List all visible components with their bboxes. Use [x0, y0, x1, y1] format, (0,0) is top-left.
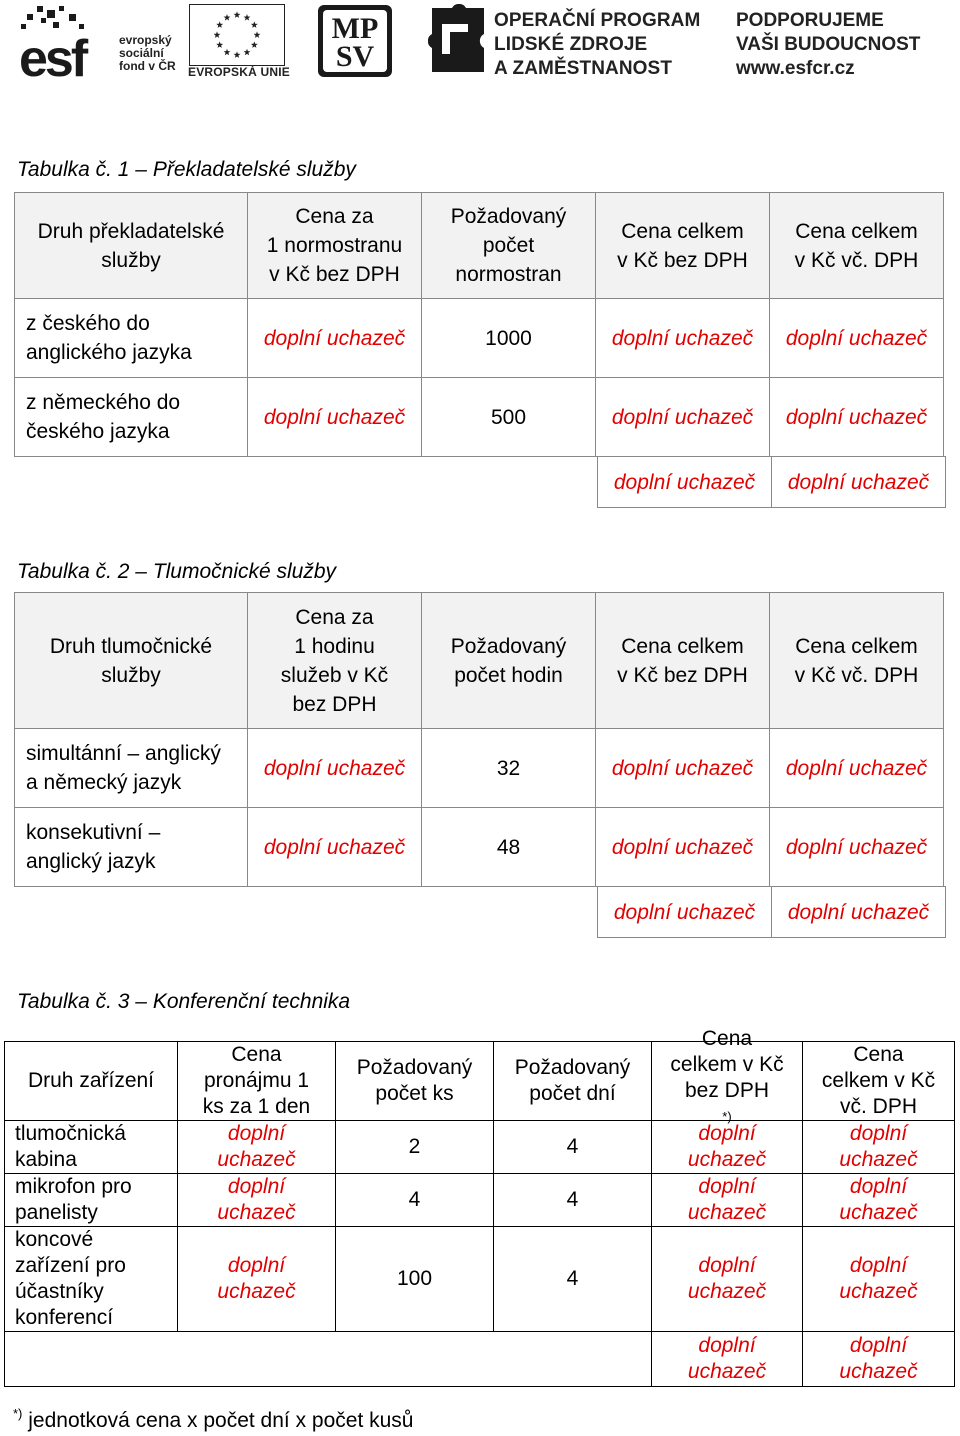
- svg-text:MP: MP: [331, 12, 379, 45]
- price-cell[interactable]: doplní uchazeč: [177, 1226, 336, 1332]
- price-cell[interactable]: doplní uchazeč: [247, 728, 422, 808]
- table1-header-cell: Cena celkem v Kč vč. DPH: [769, 192, 944, 299]
- total-vat-cell[interactable]: doplní uchazeč: [802, 1226, 955, 1332]
- total-cell[interactable]: doplní uchazeč: [595, 377, 770, 457]
- table2-header-cell: Cena celkem v Kč vč. DPH: [769, 592, 944, 729]
- esf-text: evropský sociální fond v ČR: [119, 33, 176, 73]
- footnote-marker: *): [722, 1108, 732, 1124]
- support-text: PODPORUJEME VAŠI BUDOUCNOST www.esfcr.cz: [736, 10, 921, 79]
- sum-total-vat-cell[interactable]: doplní uchazeč: [802, 1331, 955, 1387]
- table-row: [14, 298, 945, 377]
- op-puzzle-icon: [428, 4, 488, 76]
- svg-text:SV: SV: [335, 40, 375, 73]
- table2: [14, 592, 945, 937]
- table3-header-row: [4, 1026, 954, 1124]
- total-vat-cell[interactable]: doplní uchazeč: [769, 728, 944, 808]
- total-cell[interactable]: doplní uchazeč: [651, 1226, 803, 1332]
- table3-header-cell: Cena celkem v Kč bez DPH *): [651, 1041, 803, 1121]
- total-vat-cell[interactable]: doplní uchazeč: [769, 298, 944, 378]
- footnote-marker: *): [13, 1406, 23, 1421]
- table3-header-cell: Druh zařízení: [4, 1041, 178, 1121]
- quantity-cell: 500: [421, 377, 596, 457]
- sum-total-cell[interactable]: doplní uchazeč: [597, 456, 772, 508]
- quantity-cell: 1000: [421, 298, 596, 378]
- footnote-text: jednotková cena x počet dní x počet kusů: [28, 1409, 414, 1432]
- table3-header-cell: Cena celkem v Kč vč. DPH: [802, 1041, 955, 1121]
- total-vat-cell[interactable]: doplní uchazeč: [769, 377, 944, 457]
- price-cell[interactable]: doplní uchazeč: [247, 298, 422, 378]
- quantity-cell: 48: [421, 807, 596, 887]
- table2-header-cell: Cena celkem v Kč bez DPH: [595, 592, 770, 729]
- total-cell[interactable]: doplní uchazeč: [651, 1173, 803, 1227]
- sum-total-vat-cell[interactable]: doplní uchazeč: [771, 456, 946, 508]
- row-label: simultánní – anglický a německý jazyk: [14, 728, 248, 808]
- table-row: [14, 377, 945, 456]
- mpsv-logo-icon: [317, 4, 393, 78]
- table2-caption: Tabulka č. 2 – Tlumočnické služby: [17, 560, 337, 583]
- table3-header-cell: Požadovaný počet dní: [493, 1041, 652, 1121]
- table-row: [14, 807, 945, 886]
- table-row: [4, 1226, 954, 1331]
- esf-logo-icon: [17, 4, 117, 80]
- table1-header-row: [14, 192, 945, 298]
- empty-cell: [4, 1331, 652, 1387]
- table1-header-cell: Druh překladatelské služby: [14, 192, 248, 299]
- days-cell: 4: [493, 1173, 652, 1227]
- table2-header-cell: Druh tlumočnické služby: [14, 592, 248, 729]
- price-cell[interactable]: doplní uchazeč: [177, 1173, 336, 1227]
- row-label: z německého do českého jazyka: [14, 377, 248, 457]
- table1-sum-row: [14, 456, 945, 507]
- table2-header-cell: Cena za 1 hodinu služeb v Kč bez DPH: [247, 592, 422, 729]
- op-text: OPERAČNÍ PROGRAM LIDSKÉ ZDROJE A ZAMĚSTNANOST: [494, 10, 701, 79]
- table-row: [14, 728, 945, 807]
- empty-cell: [14, 456, 598, 508]
- sum-total-cell[interactable]: doplní uchazeč: [597, 886, 772, 938]
- row-label: z českého do anglického jazyka: [14, 298, 248, 378]
- table1-header-cell: Cena celkem v Kč bez DPH: [595, 192, 770, 299]
- quantity-cell: 100: [335, 1226, 494, 1332]
- price-cell[interactable]: doplní uchazeč: [247, 377, 422, 457]
- days-cell: 4: [493, 1120, 652, 1174]
- quantity-cell: 4: [335, 1173, 494, 1227]
- eu-flag-icon: [189, 4, 285, 66]
- price-cell[interactable]: doplní uchazeč: [247, 807, 422, 887]
- table3-caption: Tabulka č. 3 – Konferenční technika: [17, 990, 351, 1013]
- table-row: [4, 1120, 954, 1173]
- table3-header-cell: Požadovaný počet ks: [335, 1041, 494, 1121]
- days-cell: 4: [493, 1226, 652, 1332]
- quantity-cell: 2: [335, 1120, 494, 1174]
- quantity-cell: 32: [421, 728, 596, 808]
- table2-header-cell: Požadovaný počet hodin: [421, 592, 596, 729]
- table3: [4, 1026, 954, 1386]
- empty-cell: [14, 886, 598, 938]
- row-label: tlumočnická kabina: [4, 1120, 178, 1174]
- footnote: [13, 1406, 413, 1433]
- row-label: koncové zařízení pro účastníky konferencí: [4, 1226, 178, 1332]
- total-cell[interactable]: doplní uchazeč: [595, 728, 770, 808]
- table1-header-cell: Cena za 1 normostranu v Kč bez DPH: [247, 192, 422, 299]
- table3-header-cell: Cena pronájmu 1 ks za 1 den: [177, 1041, 336, 1121]
- total-cell[interactable]: doplní uchazeč: [595, 807, 770, 887]
- total-cell[interactable]: doplní uchazeč: [595, 298, 770, 378]
- table1-header-cell: Požadovaný počet normostran: [421, 192, 596, 299]
- table-row: [4, 1173, 954, 1226]
- esf-url-link[interactable]: www.esfcr.cz: [736, 58, 855, 79]
- table2-header-row: [14, 592, 945, 728]
- table1-caption: Tabulka č. 1 – Překladatelské služby: [17, 158, 356, 181]
- total-vat-cell[interactable]: doplní uchazeč: [802, 1173, 955, 1227]
- sum-total-cell[interactable]: doplní uchazeč: [651, 1331, 803, 1387]
- total-cell[interactable]: doplní uchazeč: [651, 1120, 803, 1174]
- price-cell[interactable]: doplní uchazeč: [177, 1120, 336, 1174]
- total-vat-cell[interactable]: doplní uchazeč: [769, 807, 944, 887]
- table3-sum-row: [4, 1331, 954, 1386]
- row-label: mikrofon pro panelisty: [4, 1173, 178, 1227]
- row-label: konsekutivní – anglický jazyk: [14, 807, 248, 887]
- logo-bar: [0, 0, 960, 90]
- table2-sum-row: [14, 886, 945, 937]
- sum-total-vat-cell[interactable]: doplní uchazeč: [771, 886, 946, 938]
- total-vat-cell[interactable]: doplní uchazeč: [802, 1120, 955, 1174]
- eu-label: EVROPSKÁ UNIE: [188, 65, 290, 79]
- table1: [14, 192, 945, 507]
- svg-text:esf: esf: [19, 30, 86, 80]
